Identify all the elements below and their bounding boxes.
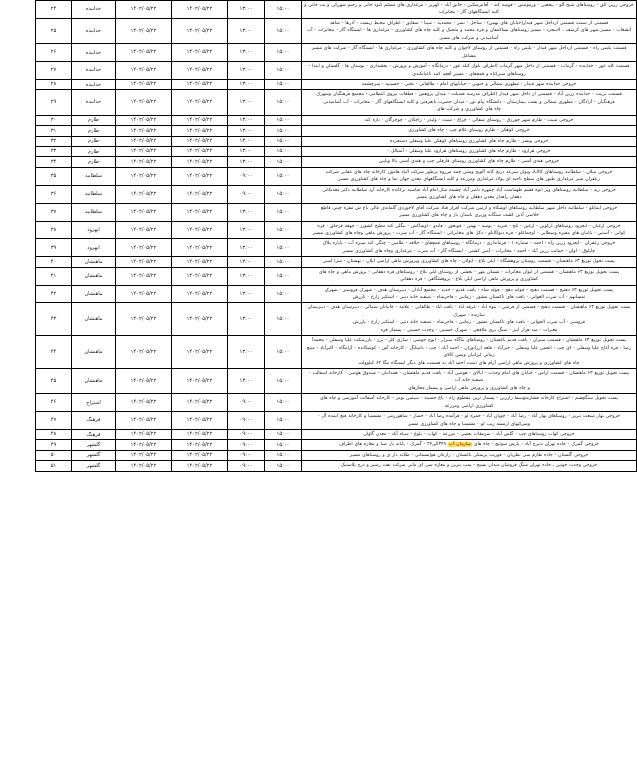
outage-time-end: ۱۵:۰۰	[265, 136, 302, 146]
outage-date-start: ۱۴۰۲/۰۵/۲۲	[116, 221, 172, 239]
outage-time-start: ۰۹:۰۰	[228, 440, 265, 450]
row-number: ۳۱	[36, 126, 72, 136]
outage-date-end: ۱۴۰۲/۰۵/۲۲	[172, 285, 228, 303]
description-line: خروجی شیت - طارم شهر چورزق - روستای شفائی - چراغ - شیت - ولیدر - زاچکان - چوجرگان - تازه کند	[364, 117, 574, 123]
outage-date-end: ۱۴۰۲/۰۵/۲۲	[172, 239, 228, 257]
outage-time-end: ۱۵:۰۰	[265, 412, 302, 430]
region-name: طارم	[72, 157, 116, 167]
outage-time-end: ۱۵:۰۰	[265, 267, 302, 285]
outage-date-start: ۱۴۰۲/۰۵/۲۲	[116, 336, 172, 369]
outage-time-end: ۱۵:۰۰	[265, 44, 302, 62]
outage-date-end: ۱۴۰۲/۰۵/۲۲	[172, 126, 228, 136]
region-name: ابهرود	[72, 239, 116, 257]
outage-date-end: ۱۴۰۲/۰۵/۲۲	[172, 136, 228, 146]
description-line: چاه های کشاورزی و پرورش ماهی اراضی آرام های دشت احمد آباد به قسمت های دیگر ایستگاه مگا ۶۳ کیلوولت	[358, 360, 580, 366]
description-line: کشاورزی اراضی ومزرعه	[444, 403, 494, 409]
outage-time-start: ۰۹:۰۰	[228, 430, 265, 440]
description-line: دهقان راهدار معدن دهقان و چاه های کشاورزی مسیر	[416, 195, 522, 201]
table-row	[36, 368, 637, 393]
region-name: خدابنده	[72, 90, 116, 115]
outage-date-end: ۱۴۰۲/۰۵/۲۲	[172, 157, 228, 167]
region-name: خدابنده	[72, 62, 116, 80]
region-name: خدابنده	[72, 44, 116, 62]
outage-date-start: ۱۴۰۲/۰۵/۲۲	[116, 185, 172, 203]
outage-area-description	[302, 368, 637, 393]
row-number: ۴۸	[36, 430, 72, 440]
row-number: ۵۱	[36, 461, 72, 471]
outage-date-end: ۱۴۰۲/۰۵/۲۲	[172, 461, 228, 471]
outage-date-end: ۱۴۰۲/۰۵/۲۲	[172, 450, 228, 460]
row-number: ۴۹	[36, 440, 72, 450]
row-number: ۲۹	[36, 90, 72, 115]
outage-area-description	[302, 147, 637, 157]
outage-time-start: ۰۹:۰۰	[228, 167, 265, 185]
outage-time-start: ۱۳:۰۰	[228, 136, 265, 146]
outage-time-end: ۱۵:۰۰	[265, 1, 302, 19]
region-name: ماهنشان	[72, 285, 116, 303]
outage-date-end: ۱۴۰۲/۰۵/۲۲	[172, 18, 228, 43]
outage-area-description	[302, 62, 637, 80]
description-line: خروجی بهار صنعت تبریز - روستاهای بهار آباد - رضا آباد - چوپان آباد - حمزه لو - فرآمده رضا آباد - حصار - شاهوررمی - مشسیا و کارخانه فنچ ایمده آل -	[318, 414, 620, 420]
region-name: طارم	[72, 136, 116, 146]
outage-date-start: ۱۴۰۲/۰۵/۲۲	[116, 157, 172, 167]
outage-date-start: ۱۴۰۲/۰۵/۲۲	[116, 62, 172, 80]
outage-time-start: ۱۳:۰۰	[228, 62, 265, 80]
row-number: ۴۵	[36, 368, 72, 393]
outage-time-start: ۰۹:۰۰	[228, 450, 265, 460]
outage-time-start: ۱۳:۰۰	[228, 203, 265, 221]
outage-area-description	[302, 126, 637, 136]
table-row	[36, 239, 637, 257]
table-row	[36, 157, 637, 167]
outage-area-description	[302, 18, 637, 43]
outage-time-end: ۱۵:۰۰	[265, 257, 302, 267]
outage-time-end: ۱۵:۰۰	[265, 221, 302, 239]
outage-date-end: ۱۴۰۲/۰۵/۲۲	[172, 257, 228, 267]
outage-time-end: ۱۵:۰۰	[265, 461, 302, 471]
description-line: خروجی ارغیان - ایجرود روستاهای ارکوین - ارغین - تلخ - قبریه - بوسه - بهمن - قویجور - فاندو - اوشاکش - بیگلی کنه مطبخ کشورز - چهقه قرجلق - قره	[317, 223, 621, 229]
table-row	[36, 147, 637, 157]
description-line: قسمتی از سمت قسمتی ازداخل شهر قیدار(خیابان های بهمن) - ساحل - نصر - محمدیه - سینا - شقایق - اطراف محیط زیست - آذرها - شاهد	[329, 20, 609, 26]
outage-area-description	[302, 303, 637, 336]
outage-area-description	[302, 203, 637, 221]
description-line: مغیرات - صد هزار لیتر - سنگ بری ملاقچی - شهرک حسینی - وحدت حسینی - پسماز قره	[380, 327, 558, 333]
description-line: خروجی گلستان - جاده طارم سی نظریان - فوریت پزشکی باغستان - زارعان هوایسمانی - طلایه دار ی و روستاهای مسیر	[349, 452, 589, 458]
outage-time-end: ۱۵:۰۰	[265, 62, 302, 80]
region-name: خدابنده	[72, 18, 116, 43]
description-line: فرهنگیان - آزادگان - مطهری شمالی و پشت بیمارستان - دانشگاه پیام نور - میدان حضرت ناتعزقتی و کلیه ایستگاههای گاز - مخابرات - آب آشامیدنی	[323, 99, 615, 105]
description-line: پست تحویل توزیع ۶۳ ماهنشان - قسمت دهنج - قسمتی از قرمتی - بنوه اباد - غرفه اباد - بافت اباد - طالقانی - علامه - جانبانان شمالی - دبیرستان هدف - دبیرستان سازنده - شهرک	[307, 305, 631, 318]
outage-date-end: ۱۴۰۲/۰۵/۲۲	[172, 267, 228, 285]
row-number: ۳۷	[36, 203, 72, 221]
description-line: خروجی وحدت خونین ـ جاده تهران سنگ فروشان میدان بسیج - پمپ بنزین و مغازه سی ای مانی شرکت نفت رسیر و درج پلاستیک	[340, 463, 598, 469]
outage-time-end: ۱۵:۰۰	[265, 430, 302, 440]
outage-time-end: ۱۵:۰۰	[265, 394, 302, 412]
outage-time-start: ۱۳:۰۰	[228, 257, 265, 267]
row-number: ۲۴	[36, 1, 72, 19]
outage-time-end: ۱۵:۰۰	[265, 157, 302, 167]
table-row	[36, 167, 637, 185]
region-name: گلشهر	[72, 450, 116, 460]
description-line: کشاورزی و پرورش ماهی اراضی ایلی بلاغ - پروفشگاهی - قره دهقانی	[399, 277, 539, 283]
outage-time-start: ۱۳:۰۰	[228, 1, 265, 19]
table-row	[36, 1, 637, 19]
outage-date-start: ۱۴۰۲/۰۵/۲۲	[116, 368, 172, 393]
region-name: طارم	[72, 115, 116, 125]
outage-date-start: ۱۴۰۲/۰۵/۲۲	[116, 257, 172, 267]
description-line: خروجی کهاب روستاهای چپ - گلش آباد - سرمقات بعضی - مزرعه - کهاب - بلوغ - سیاه آباد - معدن گاوان	[363, 432, 575, 437]
table-row	[36, 412, 637, 430]
outage-time-end: ۱۵:۰۰	[265, 90, 302, 115]
row-number: ۴۴	[36, 336, 72, 369]
row-number: ۳۶	[36, 185, 72, 203]
description-line: تمسانهم - آب شرب الغوانی - بافت های تاکستان مشور - زمانین - فاخرشاه - تصفیه خانه دنبی - استکبر زارع - بازرش	[352, 295, 586, 300]
description-line: پست تحویل توزیع ۶۳ ماهنشان - قسمتی از ایوان مخابرات - مسکن مهر - بخشی از روستای ایلی بلاغ - روستاهای قره دهقانی - پرورش ماهی و چاه های	[318, 269, 620, 275]
region-name: فرهنگ	[72, 430, 116, 440]
outage-time-start: ۱۳:۰۰	[228, 221, 265, 239]
description-line: خلاصی آذین کشت سنگانه وزیری باستان باز و چاه های کشاورزی مسیر	[399, 213, 539, 219]
outage-time-end: ۱۵:۰۰	[265, 147, 302, 157]
description-line: خروجی ایمانلو - سلطانیه داخل شهر سلطانیه روستاهای اوشکاه و ازمین شرکت افراز قناد شرکت آقای لاجوردی گلماندی عالی باغ ش مقره چینی قاطع	[320, 205, 618, 211]
region-name: اشتراج	[72, 394, 116, 412]
outage-date-start: ۱۴۰۲/۰۵/۲۲	[116, 136, 172, 146]
outage-time-end: ۱۵:۰۰	[265, 185, 302, 203]
table-row	[36, 285, 637, 303]
outage-date-end: ۱۴۰۲/۰۵/۲۲	[172, 90, 228, 115]
region-name: سلطانیه	[72, 185, 116, 203]
outage-time-start: ۱۳:۰۰	[228, 157, 265, 167]
region-name: گلشهر	[72, 440, 116, 450]
outage-date-end: ۱۴۰۲/۰۵/۲۲	[172, 430, 228, 440]
outage-date-end: ۱۴۰۲/۰۵/۲۲	[172, 336, 228, 369]
description-line: خروجی خدابنده شهر قیدار - مطهری شمالی و جنوبی - خیابانهای امام - طالقانی - تختی - حسینیه - سرچشمه	[361, 81, 577, 87]
table-row	[36, 185, 637, 203]
outage-date-start: ۱۴۰۲/۰۵/۲۲	[116, 79, 172, 89]
outage-date-start: ۱۴۰۲/۰۵/۲۲	[116, 203, 172, 221]
table-row	[36, 44, 637, 62]
table-row	[36, 267, 637, 285]
outage-date-end: ۱۴۰۲/۰۵/۲۲	[172, 440, 228, 450]
outage-date-end: ۱۴۰۲/۰۵/۲۲	[172, 147, 228, 157]
outage-area-description	[302, 257, 637, 267]
row-number: ۴۱	[36, 267, 72, 285]
region-name: فرهنگ	[72, 412, 116, 430]
description-line: قسمت پلیس راه - قسمتی ازداخل شهر قیدار - پلیس راه - قسمتی از روستای لاچوان و کلیه چاه های کشاورزی - مرغداری ها - ایستگاه گاز - شرکت های مسیر مشاغل	[311, 46, 627, 59]
table-row	[36, 126, 637, 136]
region-name: سلطانیه	[72, 167, 116, 185]
description-line: پست تحول توزیع ۶۳ ماهنشان - قسمت روستان پژوهشگاه - ایلی بلاغ - ایولان - چاه های کشاورزی وپرورش ماهی اراضی ایلان - بهستان - سرا اسیر	[323, 259, 615, 265]
outage-time-start: ۰۹:۰۰	[228, 185, 265, 203]
outage-area-description	[302, 461, 637, 471]
row-number: ۳۸	[36, 221, 72, 239]
description-line: قسمت تربیت - خدابنده زرین آباد - قسمتی از داخل شهر قیدار (اطراف مدرسه فضیلت - میدان پژوهش - قطعات نیروی انتظامی - مجتمع فرهنگیان وشهرک	[316, 92, 622, 98]
region-name: خدابنده	[72, 79, 116, 89]
table-row	[36, 430, 637, 440]
outage-date-start: ۱۴۰۲/۰۵/۲۲	[116, 450, 172, 460]
row-number: ۳۴	[36, 157, 72, 167]
outage-time-end: ۱۵:۰۰	[265, 18, 302, 43]
table-row	[36, 18, 637, 43]
description-line: پست تحویل توزیع ۶۳ ماهنشان - قسمت سبزان - بافت قدیم باغستان - روستاهای بناگاه سبزار - ابوج حوصی - ساری کلر - برز - بازرشکت علیا وسفلی - محمدآ	[312, 338, 626, 344]
description-line: فروسیر - آب شرب الخوانی - بافت های تاکستان مشور - زمانین - فاخرشاه - تصفیه خانه دنبی - استکبر زارع - بازرش	[353, 320, 585, 326]
table-row	[36, 450, 637, 460]
outage-date-end: ۱۴۰۲/۰۵/۲۲	[172, 115, 228, 125]
description-line: قسمت کله عور - خدابنده - گرماب - قسمتی از داخل شهر گرماب (اطراف بلوار کنله عور - درمانگاه - آموزش و پرورش - بخشداری - بوستان ها - گلستان و ابتدا - روستاهای سبزکناه و قمچقای - مسیر آقچه کنید ناغیانکندی	[308, 64, 630, 77]
outage-time-start: ۱۳:۰۰	[228, 303, 265, 336]
outage-date-end: ۱۴۰۲/۰۵/۲۲	[172, 1, 228, 19]
outage-time-start: ۰۹:۰۰	[228, 394, 265, 412]
outage-date-start: ۱۴۰۲/۰۵/۲۲	[116, 267, 172, 285]
outage-date-end: ۱۴۰۲/۰۵/۲۲	[172, 412, 228, 430]
outage-date-end: ۱۴۰۲/۰۵/۲۲	[172, 62, 228, 80]
description-line: خروجی میلان - سلطانیه روستاهای کالاباد ویوان سرعه دربج کانه آلویح ومس چمه مزروه برطور شرکت الباد هامون کارخانه چاه های عفانی شرکت	[325, 169, 613, 175]
outage-date-end: ۱۴۰۲/۰۵/۲۲	[172, 44, 228, 62]
outage-area-description	[302, 412, 637, 430]
outage-area-description	[302, 285, 637, 303]
description-line: خروجی وبسر - طارم چاه های کشاورزی روستاهای کوهکن علیا وسفلی دستجرده	[389, 138, 549, 144]
outage-area-description	[302, 336, 637, 369]
description-line: خروجی زید - سلطانیه روستاهای ویر انوه قشم طهماست آباد چمهره ناصر آباد چشمه ساز امام آباد فیاسیه ترکانده کارخانه آرد سلطانیه دکتر معدنکانی	[322, 187, 616, 193]
outage-area-description	[302, 136, 637, 146]
region-name: طارم	[72, 147, 116, 157]
outage-date-start: ۱۴۰۲/۰۵/۲۲	[116, 303, 172, 336]
outage-area-description	[302, 157, 637, 167]
table-row	[36, 203, 637, 221]
outage-time-end: ۱۵:۰۰	[265, 336, 302, 369]
description-line: رضا - قره آغاج علیا وسفلی - ای چپ - انجمن علیا وسفلی - خیرآباد - قلعه ارزانوران - احمد آباد - چپ - دانپتانگ - کارخانه آس - کوشکانده - آرامگاه - اکبرآباد - منبع زمانی ایرانیان ومس کالای	[307, 345, 631, 359]
description-line: پست تحویل توزیع ۶۳ دهنیج - قسمت دهیج - چوانه دهج - چوله شاه - بافت قدیم - جدید - مجتمع آبادان - دبیرستان هدف - شهرک فروسیر - شهرک	[324, 287, 614, 293]
table-row	[36, 303, 637, 336]
outage-time-end: ۱۵:۰۰	[265, 126, 302, 136]
outage-schedule-table	[35, 0, 637, 472]
outage-time-end: ۱۵:۰۰	[265, 440, 302, 450]
row-number: ۴۲	[36, 285, 72, 303]
table-row	[36, 136, 637, 146]
row-number: ۳۰	[36, 115, 72, 125]
outage-date-start: ۱۴۰۲/۰۵/۲۲	[116, 44, 172, 62]
row-number: ۲۷	[36, 62, 72, 80]
outage-date-start: ۱۴۰۲/۰۵/۲۲	[116, 412, 172, 430]
description-line: چاپلوق - اوان - حمایت زرین آباد - احمد - مخابرات - آمین کشتی - ایستگاه گاز - آب شرب - مرغداری وچاه های کشاورزی مسیر	[342, 248, 596, 254]
outage-date-start: ۱۴۰۲/۰۵/۲۲	[116, 394, 172, 412]
description-line: چاه های کشاورزی و شرکت های	[436, 107, 502, 113]
outage-date-start: ۱۴۰۲/۰۵/۲۲	[116, 147, 172, 157]
outage-time-start: ۱۳:۰۰	[228, 285, 265, 303]
region-name: گلشهر	[72, 461, 116, 471]
outage-date-start: ۱۴۰۲/۰۵/۲۲	[116, 239, 172, 257]
description-line: زعفران شیر مرغداری طیور های سطح ناحیه ای پولاد مرغداری ومزرعه و کلیه ایستگاههای معدن جهان نما و چاه های کشاورزی مسیر	[338, 177, 600, 183]
description-line: و چاه های کشاورزی و پرورش ماهی اراضی و پسماز مجازهای	[408, 385, 530, 391]
outage-time-start: ۱۳:۰۰	[228, 368, 265, 393]
outage-time-end: ۱۵:۰۰	[265, 239, 302, 257]
description-line: خروجی کوهکن - طارم روستای غلام چپ - چاه های کشاورزی	[408, 128, 530, 134]
description-line: خروجی زرین الق - روستاهای شیخ آلو - بیجغین - ورمونتش - قوشه کند - آقامرشکین - خاتق آباد - کهریز - مرغداری های مسلم کبود خانی و رحیم شهرکی و بت خانی و کلیه ایستگاههای گاز - مخابرات	[304, 3, 634, 16]
outage-time-end: ۱۵:۰۰	[265, 303, 302, 336]
outage-time-end: ۱۵:۰۰	[265, 450, 302, 460]
row-number: ۳۲	[36, 136, 72, 146]
region-name: سلطانیه	[72, 203, 116, 221]
outage-time-start: ۱۳:۰۰	[228, 79, 265, 89]
table-row	[36, 90, 637, 115]
outage-time-end: ۱۵:۰۰	[265, 285, 302, 303]
row-number: ۵۰	[36, 450, 72, 460]
region-name: ماهنشان	[72, 368, 116, 393]
outage-time-start: ۱۳:۰۰	[228, 147, 265, 157]
description-line: پست تحویل سنگچشم - اشتراج کارخانه فشارمتوسط زارزین - پسماز ترین مقطوم راه - باغ حسینه - سیمین بومر - کارخانه آسفالت آموزشی و چاه های	[320, 396, 618, 402]
row-number: ۳۵	[36, 167, 72, 185]
row-number: ۲۵	[36, 18, 72, 43]
outage-time-end: ۱۵:۰۰	[265, 115, 302, 125]
outage-date-start: ۱۴۰۲/۰۵/۲۲	[116, 18, 172, 43]
row-number: ۲۸	[36, 79, 72, 89]
outage-area-description	[302, 115, 637, 125]
region-name: ماهنشان	[72, 336, 116, 369]
region-name: ابهرود	[72, 221, 116, 239]
outage-date-start: ۱۴۰۲/۰۵/۲۲	[116, 440, 172, 450]
outage-date-start: ۱۴۰۲/۰۵/۲۲	[116, 1, 172, 19]
outage-time-end: ۱۵:۰۰	[265, 167, 302, 185]
description-line: خروجی هزارود - طارم چاه های کشاورزی روستاهای هزارود علیا وسفلی - آستالل -	[387, 149, 551, 154]
row-number: ۴۰	[36, 257, 72, 267]
outage-area-description	[302, 394, 637, 412]
outage-time-start: ۰۹:۰۰	[228, 461, 265, 471]
row-number: ۳۹	[36, 239, 72, 257]
outage-area-description	[302, 44, 637, 62]
table-row	[36, 79, 637, 89]
outage-time-start: ۱۳:۰۰	[228, 267, 265, 285]
row-number: ۳۳	[36, 147, 72, 157]
outage-date-end: ۱۴۰۲/۰۵/۲۲	[172, 368, 228, 393]
region-name: ماهنشان	[72, 267, 116, 285]
table-row	[36, 336, 637, 369]
description-line: وشرکتهای ارمسه ریب لو - مشسیا و چاه های کشاورزی مسیر	[408, 421, 530, 427]
outage-date-start: ۱۴۰۲/۰۵/۲۲	[116, 430, 172, 440]
outage-date-end: ۱۴۰۲/۰۵/۲۲	[172, 303, 228, 336]
outage-date-start: ۱۴۰۲/۰۵/۲۲	[116, 90, 172, 115]
outage-area-description	[302, 450, 637, 460]
outage-area-description	[302, 430, 637, 440]
outage-area-description	[302, 267, 637, 285]
outage-area-description	[302, 167, 637, 185]
outage-time-start: ۱۳:۰۰	[228, 18, 265, 43]
row-number: ۴۷	[36, 412, 72, 430]
outage-area-description	[302, 79, 637, 89]
outage-date-start: ۱۴۰۲/۰۵/۲۲	[116, 126, 172, 136]
outage-time-start: ۱۳:۰۰	[228, 115, 265, 125]
outage-date-end: ۱۴۰۲/۰۵/۲۲	[172, 221, 228, 239]
outage-time-end: ۱۵:۰۰	[265, 203, 302, 221]
row-number: ۴۶	[36, 394, 72, 412]
table-row	[36, 115, 637, 125]
description-line: خروجی هندی آشنی - طارم چاه های کشاورزی روستای قارقلی چپ و هندی آشنی بالا وپایین	[378, 159, 560, 165]
table-row	[36, 221, 637, 239]
outage-area-description	[302, 1, 637, 19]
description-line: انشعاب - مسیر شهر های کرسف ، لاسجرد - مسیر روستاهای بساکمفان و قره محمد و منجیک و کلیه چاه های کشاورزی - مرغداری ها - ایستگاه گاز - مخابرات - آب آشامیدنی و شرکت های مسیر	[306, 28, 631, 41]
outage-area-description	[302, 221, 637, 239]
row-number: ۴۳	[36, 303, 72, 336]
table-row	[36, 257, 637, 267]
outage-date-start: ۱۴۰۲/۰۵/۲۲	[116, 115, 172, 125]
outage-time-start: ۱۳:۰۰	[228, 44, 265, 62]
table-row	[36, 62, 637, 80]
description-line: کوانی - آستین - باغبان های مقیره وسطایی - اوچماغلو - قره دیواکانلو - دکل های مخابراتی - ایستگاه گاز - آب شرب - پرورش ماهی وچاه های کشاورزی مسیر	[312, 230, 626, 236]
outage-time-start: ۰۹:۰۰	[228, 412, 265, 430]
highlighted-text: سازمان آب	[448, 442, 472, 448]
outage-time-start: ۱۳:۰۰	[228, 239, 265, 257]
outage-date-start: ۱۴۰۲/۰۵/۲۲	[116, 167, 172, 185]
outage-area-description	[302, 239, 637, 257]
outage-date-end: ۱۴۰۲/۰۵/۲۲	[172, 167, 228, 185]
outage-time-start: ۱۳:۰۰	[228, 336, 265, 369]
table-body	[36, 1, 637, 472]
outage-date-start: ۱۴۰۲/۰۵/۲۲	[116, 285, 172, 303]
outage-date-end: ۱۴۰۲/۰۵/۲۲	[172, 79, 228, 89]
outage-time-start: ۱۳:۰۰	[228, 90, 265, 115]
outage-area-description	[302, 90, 637, 115]
region-name: خدابنده	[72, 1, 116, 19]
table-row	[36, 461, 637, 471]
outage-date-end: ۱۴۰۲/۰۵/۲۲	[172, 203, 228, 221]
outage-area-description	[302, 185, 637, 203]
outage-date-end: ۱۴۰۲/۰۵/۲۲	[172, 185, 228, 203]
row-number: ۲۶	[36, 44, 72, 62]
region-name: ماهنشان	[72, 257, 116, 267]
outage-time-end: ۱۵:۰۰	[265, 79, 302, 89]
outage-area-description: خروجی گمرک - جاده تهران دنیرج آباد - پارس سوئیچ - چاه های سازمان آب ۳۴۹الی۲۴ - گمرک - پایانه بار صبا و مغازه های اطراف	[302, 440, 637, 450]
table-row	[36, 440, 637, 450]
outage-date-start: ۱۴۰۲/۰۵/۲۲	[116, 461, 172, 471]
description-line: خروجی زعفران - ایجرود زرین راه - احمد - شماره ۱ - فرمانداری - درمانگاه - روستاهای قمچقای - حلاقه - طامین - چنگی کند سبزه آب - پاپاره پلاک	[322, 241, 616, 247]
description-line: پست تحویل توزیع ۶۳ ماهنشان - قسمت اراس - خیابان های امام وحدت - ایالای - هوصی آباد - بافت قدیم ماهنشان - همدانیان - صندوق هوصی - کارخانه اسفالت - تصفیه خانه آب	[308, 370, 630, 384]
region-name: ماهنشان	[72, 303, 116, 336]
table-row	[36, 394, 637, 412]
outage-time-start: ۱۳:۰۰	[228, 126, 265, 136]
region-name: طارم	[72, 126, 116, 136]
outage-time-end: ۱۵:۰۰	[265, 368, 302, 393]
outage-date-end: ۱۴۰۲/۰۵/۲۲	[172, 394, 228, 412]
